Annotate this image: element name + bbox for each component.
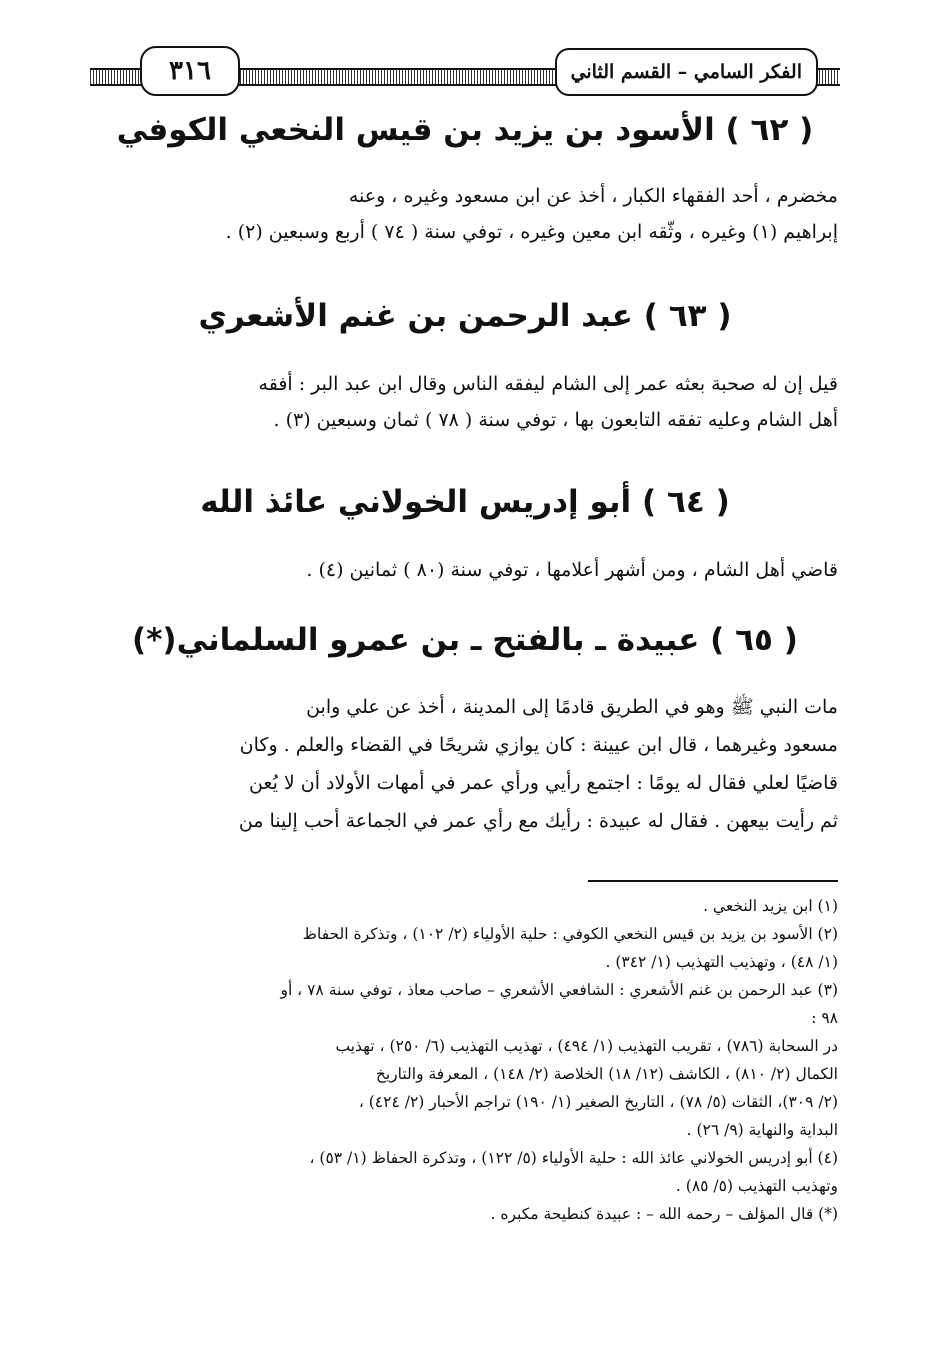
entry-body-62 [92, 178, 838, 250]
entry-line: مات النبي ﷺ وهو في الطريق قادمًا إلى المدينة ، أخذ عن علي وابن [306, 696, 838, 718]
page-number: ٣١٦ [169, 56, 211, 86]
entry-heading-62: ( ٦٢ ) الأسود بن يزيد بن قيس النخعي الكوفي [116, 112, 814, 148]
footnote-line: (١) ابن يزيد النخعي . [703, 897, 838, 915]
header-title: الفكر السامي – القسم الثاني [570, 61, 802, 83]
footnote-separator [588, 880, 838, 882]
footnote-line: (٢) الأسود بن يزيد بن قيس النخعي الكوفي : حلية الأولياء (٢/ ١٠٢) ، وتذكرة الحفاظ [302, 925, 838, 943]
entry-line: إبراهيم (١) وغيره ، وثّقه ابن معين وغيره ، توفي سنة ( ٧٤ ) أربع وسبعين (٢) . [225, 221, 838, 243]
page-number-frame [140, 46, 240, 96]
footnote-line: (*) قال المؤلف – رحمه الله – : عبيدة كنطيحة مكبره . [490, 1205, 838, 1223]
footnote-line: (٢/ ٣٠٩)، الثقات (٥/ ٧٨) ، التاريخ الصغير (١/ ١٩٠) تراجم الأحبار (٢/ ٤٢٤) ، [358, 1093, 838, 1111]
entry-line: قاضي أهل الشام ، ومن أشهر أعلامها ، توفي سنة (٨٠ ) ثمانين (٤) . [306, 559, 838, 581]
entry-line: قاضيًا لعلي فقال له يومًا : اجتمع رأيي ورأي عمر في أمهات الأولاد أن لا يُعن [248, 772, 838, 794]
entry-line: أهل الشام وعليه تفقه التابعون بها ، توفي سنة ( ٧٨ ) ثمان وسبعين (٣) . [273, 409, 838, 431]
footnote-line: (٤) أبو إدريس الخولاني عائذ الله : حلية الأولياء (٥/ ١٢٢) ، وتذكرة الحفاظ (١/ ٥٣) ، [309, 1149, 838, 1167]
entry-line: قيل إن له صحبة بعثه عمر إلى الشام ليفقه الناس وقال ابن عبد البر : أفقه [258, 373, 838, 395]
footnote-line: (٣) عبد الرحمن بن غنم الأشعري : الشافعي الأشعري – صاحب معاذ ، توفي سنة ٧٨ ، أو [280, 981, 838, 999]
entry-body-65 [92, 688, 838, 840]
header-title-frame [555, 48, 818, 96]
entry-body-64 [92, 552, 838, 588]
entry-heading-64: ( ٦٤ ) أبو إدريس الخولاني عائذ الله [200, 484, 730, 520]
entry-line: مخضرم ، أحد الفقهاء الكبار ، أخذ عن ابن مسعود وغيره ، وعنه [348, 185, 838, 207]
footnote-line: (١/ ٤٨) ، وتهذيب التهذيب (١/ ٣٤٢) . [605, 953, 838, 971]
footnote-line: ٩٨ : [811, 1009, 838, 1027]
entry-line: مسعود وغيرهما ، قال ابن عيينة : كان يوازي شريحًا في القضاء والعلم . وكان [239, 734, 838, 756]
footnote-line: در السحابة (٧٨٦) ، تقريب التهذيب (١/ ٤٩٤) ، تهذيب التهذيب (٦/ ٢٥٠) ، تهذيب [335, 1037, 838, 1055]
entry-heading-65: ( ٦٥ ) عبيدة ـ بالفتح ـ بن عمرو السلماني(*) [132, 622, 798, 658]
footnotes [92, 892, 838, 1228]
footnote-line: البداية والنهاية (٩/ ٢٦) . [686, 1121, 838, 1139]
entry-body-63 [92, 366, 838, 438]
footnote-line: الكمال (٢/ ٨١٠) ، الكاشف (١٢/ ١٨) الخلاصة (٢/ ١٤٨) ، المعرفة والتاريخ [375, 1065, 838, 1083]
footnote-line: وتهذيب التهذيب (٥/ ٨٥) . [675, 1177, 838, 1195]
entry-line: ثم رأيت بيعهن . فقال له عبيدة : رأيك مع رأي عمر في الجماعة أحب إلينا من [238, 810, 838, 832]
running-header [90, 38, 840, 100]
entry-heading-63: ( ٦٣ ) عبد الرحمن بن غنم الأشعري [198, 298, 732, 334]
